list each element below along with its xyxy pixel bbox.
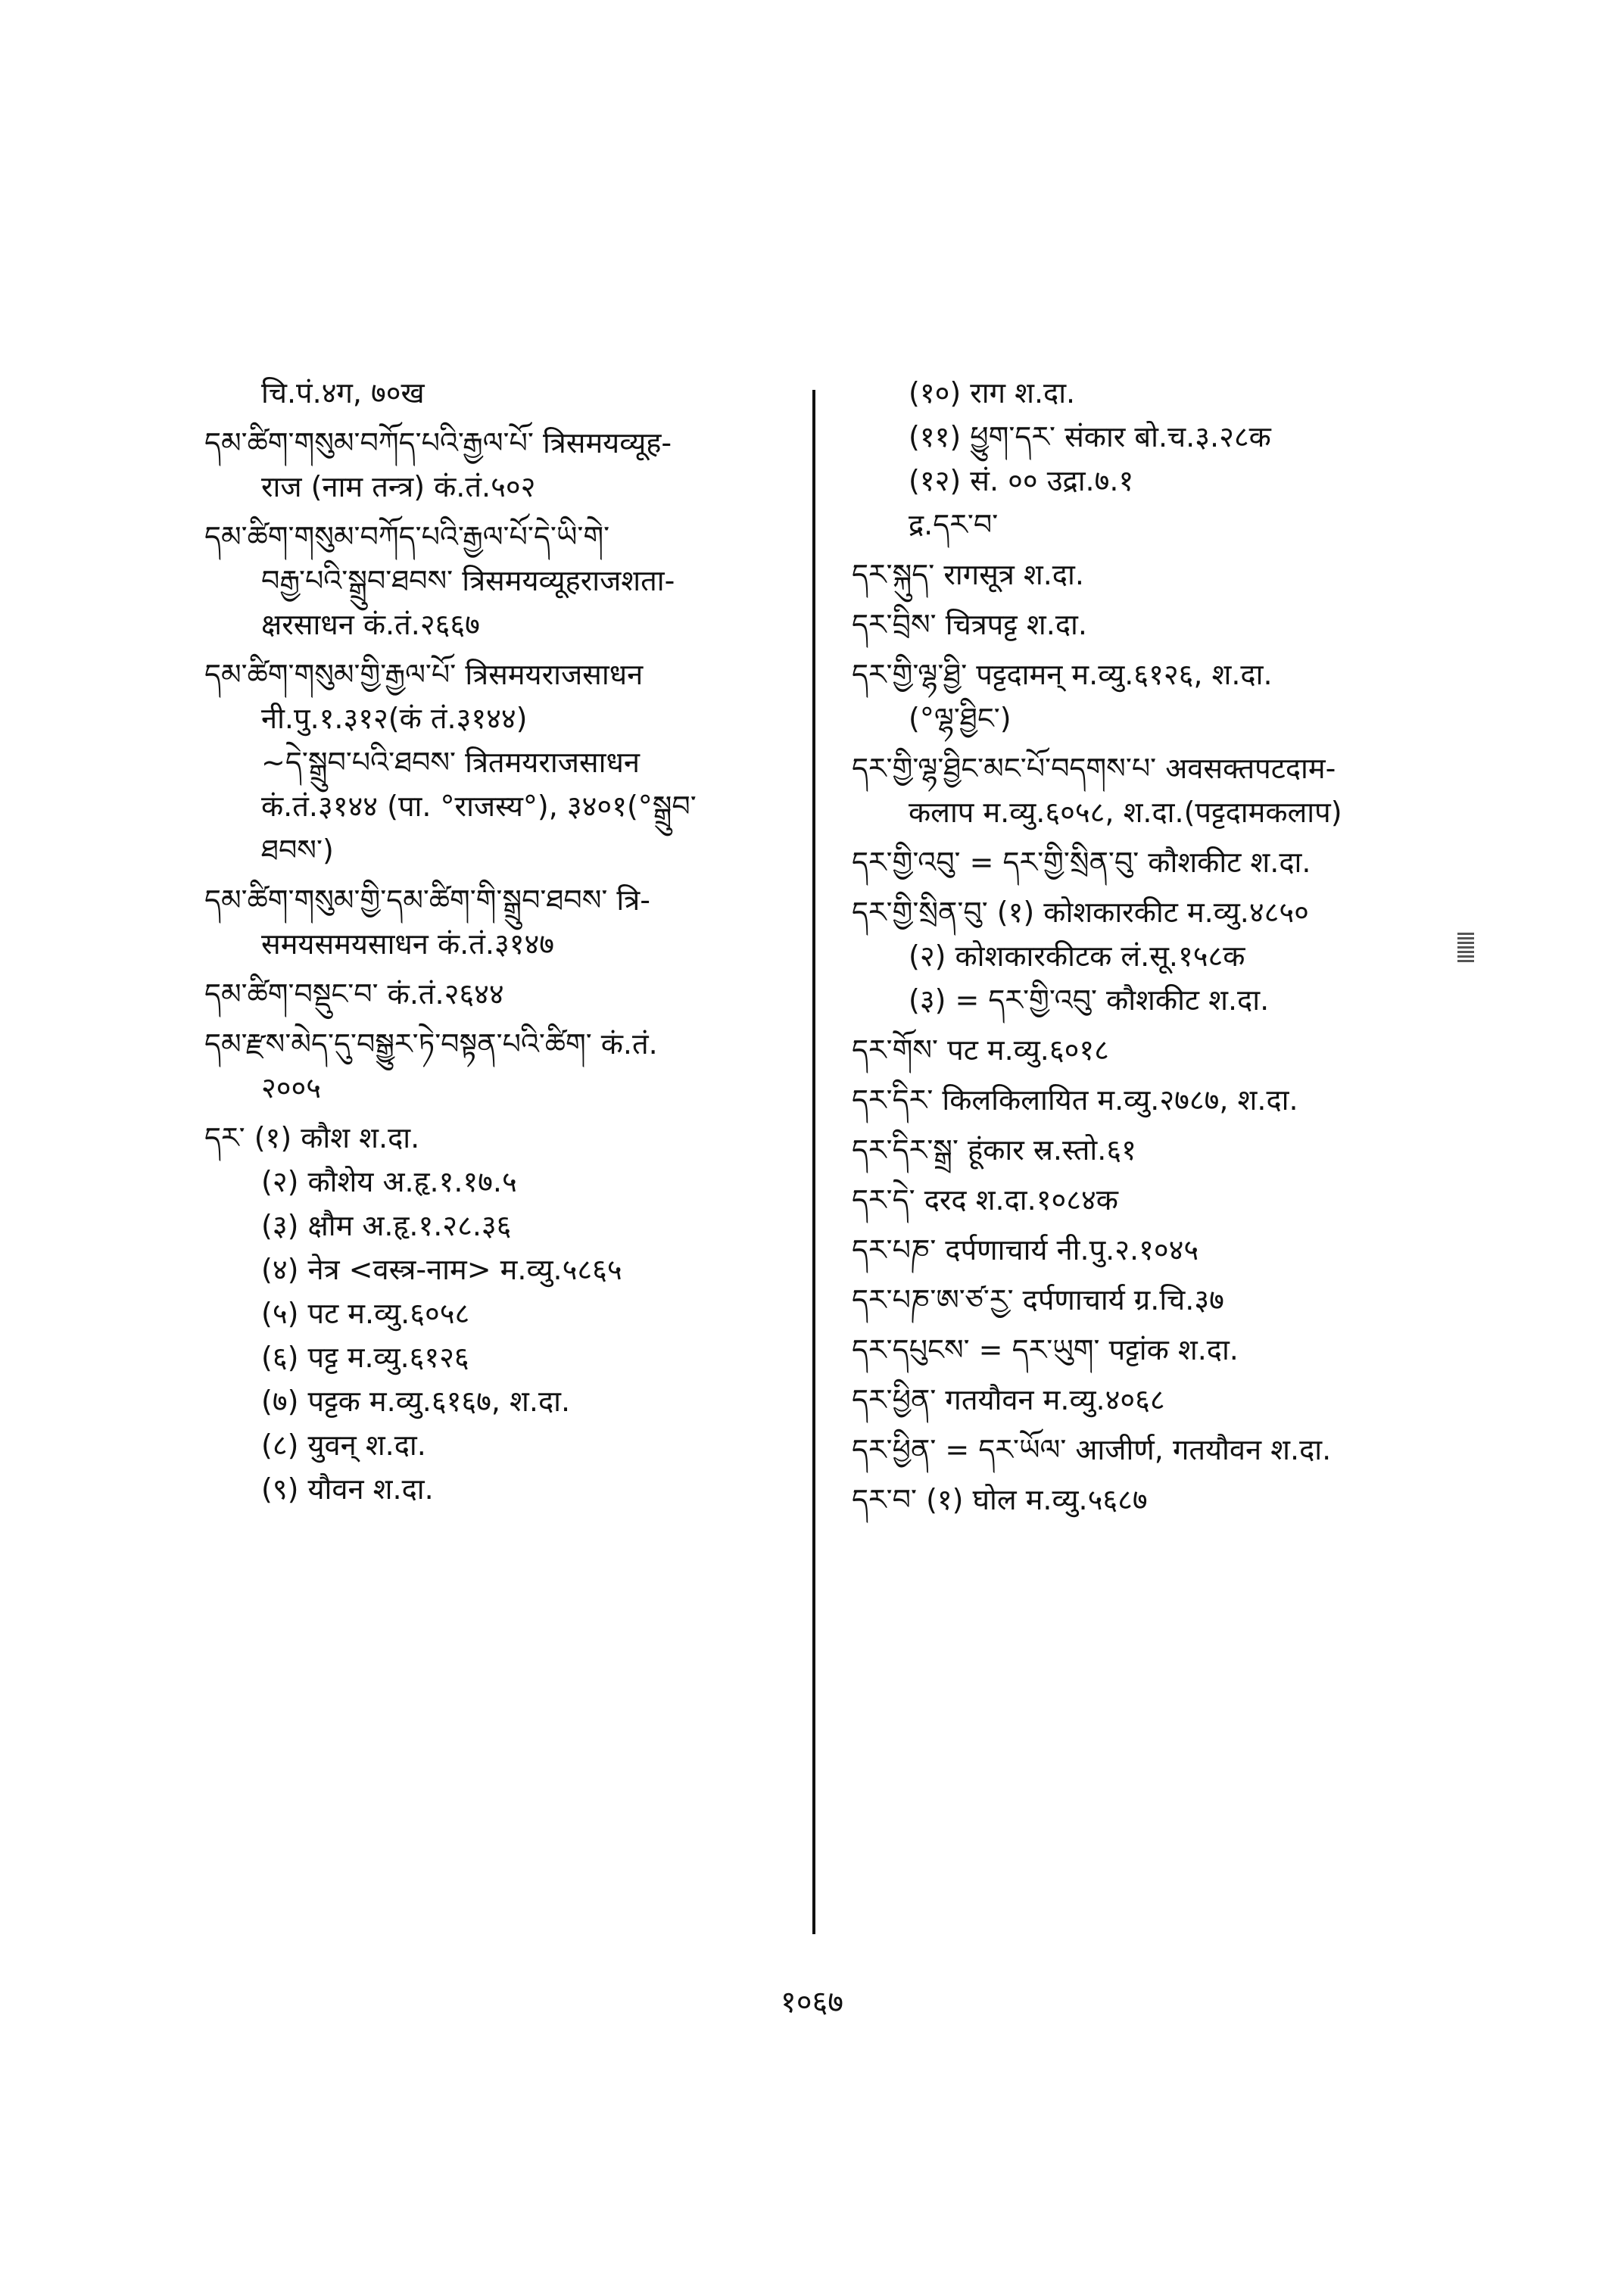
entry-continuation-line: कं.तं.३१४४ (पा. °राजस्य°), ३४०१(°སྒྲུབ་ (261, 790, 697, 823)
entry-headword-line: དར་དིར་ किलकिलायित म.व्यु.२७८७, श.दा. (852, 1083, 1298, 1117)
entry-continuation-line: (११) ཕྱུག་དར་ संकार बो.च.३.२८क (909, 420, 1271, 453)
entry-continuation-line: (२) कौशेय अ.हृ.१.१७.५ (261, 1165, 517, 1198)
entry-headword-line: དར་ཕྱིན་ = དར་ཡོལ་ आजीर्ण, गतयौवन श.दा. (852, 1433, 1332, 1466)
entry-continuation-line: कलाप म.व्यु.६०५८, श.दा.(पट्टदामकलाप) (909, 796, 1342, 829)
entry-continuation-line: (८) युवन् श.दा. (261, 1428, 426, 1462)
entry-continuation-line: ~དེ་སྒྲུབ་པའི་ཐབས་ त्रितमयराजसाधन (261, 746, 640, 779)
entry-headword-line: དར་ (१) कौश श.दा. (204, 1121, 420, 1154)
entry-continuation-line: བརྒྱ་པའི་སྒྲུབ་ཐབས་ त्रिसमयव्यूहराजशता- (261, 564, 675, 597)
entry-headword-line: དར་བ་ (१) घोल म.व्यु.५६८७ (852, 1483, 1148, 1516)
entry-headword-line: དར་དཔུངས་ = དར་ཡུག་ पट्टांक श.दा. (852, 1333, 1239, 1366)
entry-headword-line: དར་སྐུད་ रागसूत्र श.दा. (852, 558, 1084, 591)
entry-continuation-line: नी.पु.१.३१२(कं तं.३१४४) (261, 702, 528, 735)
entry-continuation-line: द्र.དར་བ་ (909, 508, 999, 541)
entry-continuation-line: समयसमयसाधन कं.तं.३१४७ (261, 927, 555, 961)
entry-headword-line: དར་གྱི་སྲིན་བུ་ (१) कोशकारकीट म.व्यु.४८५० (852, 896, 1309, 929)
entry-headword-line: དར་གྱི་ལྷ་ཐྱི་ पट्टदामन् म.व्यु.६१२६, श.दा. (852, 658, 1273, 691)
entry-continuation-line: २००५ (261, 1071, 322, 1104)
entry-headword-line: དར་བྲིས་ चित्रपट्ट श.दा. (852, 608, 1087, 641)
entry-headword-line: དར་པཎ་ཨ་ཙ་རྱ་ दर्पणाचार्य ग्र.चि.३७ (852, 1283, 1224, 1316)
entry-headword-line: དམ་ཚིག་གསུམ་གྱི་རྒྱལ་པོ་ त्रिसमयराजसाधन (204, 658, 644, 691)
entry-continuation-line: (७) पट्टक म.व्यु.६१६७, श.दा. (261, 1385, 571, 1418)
entry-continuation-line: (४) नेत्र <वस्त्र-नाम> म.व्यु.५८६५ (261, 1253, 622, 1286)
entry-continuation-line: (°ལྷ་ཐྱིང་) (909, 702, 1011, 735)
entry-continuation-line: (३) क्षौम अ.हृ.१.२८.३६ (261, 1209, 512, 1242)
entry-headword-line: དམ་རྫས་མེད་དུ་བསྒྱུར་ཏེ་བསྟན་པའི་ཚིག་ कं.तं. (204, 1027, 658, 1061)
page-number: १०६७ (780, 1985, 844, 2020)
entry-continuation-line: ཐབས་) (261, 833, 334, 867)
column-divider (812, 390, 815, 1934)
entry-headword-line: དམ་ཚིག་གསུམ་གྱི་དམ་ཚིག་གི་སྒྲུབ་ཐབས་ त्रि- (204, 883, 650, 917)
entry-continuation-line: क्षरसाधन कं.तं.२६६७ (261, 608, 480, 641)
entry-headword-line: དར་པཎ་ दर्पणाचार्य नी.पु.२.१०४५ (852, 1233, 1199, 1266)
entry-continuation-line: (५) पट म.व्यु.६०५८ (261, 1297, 470, 1330)
entry-continuation-line: (१०) राग श.दा. (909, 376, 1076, 410)
entry-headword-line: དར་གྱི་ལྷ་ཐྱིང་མང་པོ་བདགས་པ་ अवसक्तपटदाम- (852, 752, 1336, 785)
entry-continuation-line: (२) कोशकारकीटक लं.सू.१५८क (909, 939, 1245, 973)
entry-continuation-line: (९) यौवन श.दा. (261, 1472, 434, 1506)
right-column (852, 371, 1457, 1522)
entry-continuation-line: (१२) सं. ०० उद्रा.७.१ (909, 464, 1134, 497)
entry-continuation-line: (६) पट्ट म.व्यु.६१२६ (261, 1341, 469, 1374)
entry-headword-line: དར་ཕྱིན་ गतयौवन म.व्यु.४०६८ (852, 1383, 1165, 1416)
entry-continuation-line: राज (नाम तन्त्र) कं.तं.५०२ (261, 470, 536, 503)
margin-mark (1457, 933, 1474, 963)
entry-headword-line: དར་དིར་སྒྲ་ हूंकार स्र.स्तो.६१ (852, 1133, 1136, 1167)
entry-headword-line: དར་གོས་ पट म.व्यु.६०१८ (852, 1033, 1109, 1067)
entry-continuation-line: चि.पं.४ग, ७०ख (261, 376, 425, 410)
entry-continuation-line: (३) = དར་གྱི་འབུ་ कौशकीट श.दा. (909, 983, 1270, 1017)
entry-headword-line: དམ་ཚིག་གསུམ་བཀོད་པའི་རྒྱལ་པོ་ त्रिसमयव्यूह- (204, 426, 672, 460)
entry-headword-line: དར་དེ་ दरद श.दा.१०८४क (852, 1183, 1118, 1217)
left-column (204, 371, 810, 1511)
entry-headword-line: དམ་ཚིག་གསུམ་བཀོད་པའི་རྒྱལ་པོ་དེ་ཡི་གེ་ (204, 520, 610, 553)
entry-headword-line: དམ་ཚིག་བསྡུང་བ་ कं.तं.२६४४ (204, 977, 504, 1011)
entry-headword-line: དར་གྱི་འབུ་ = དར་གྱི་སྲིན་བུ་ कौशकीट श.दा. (852, 846, 1311, 879)
